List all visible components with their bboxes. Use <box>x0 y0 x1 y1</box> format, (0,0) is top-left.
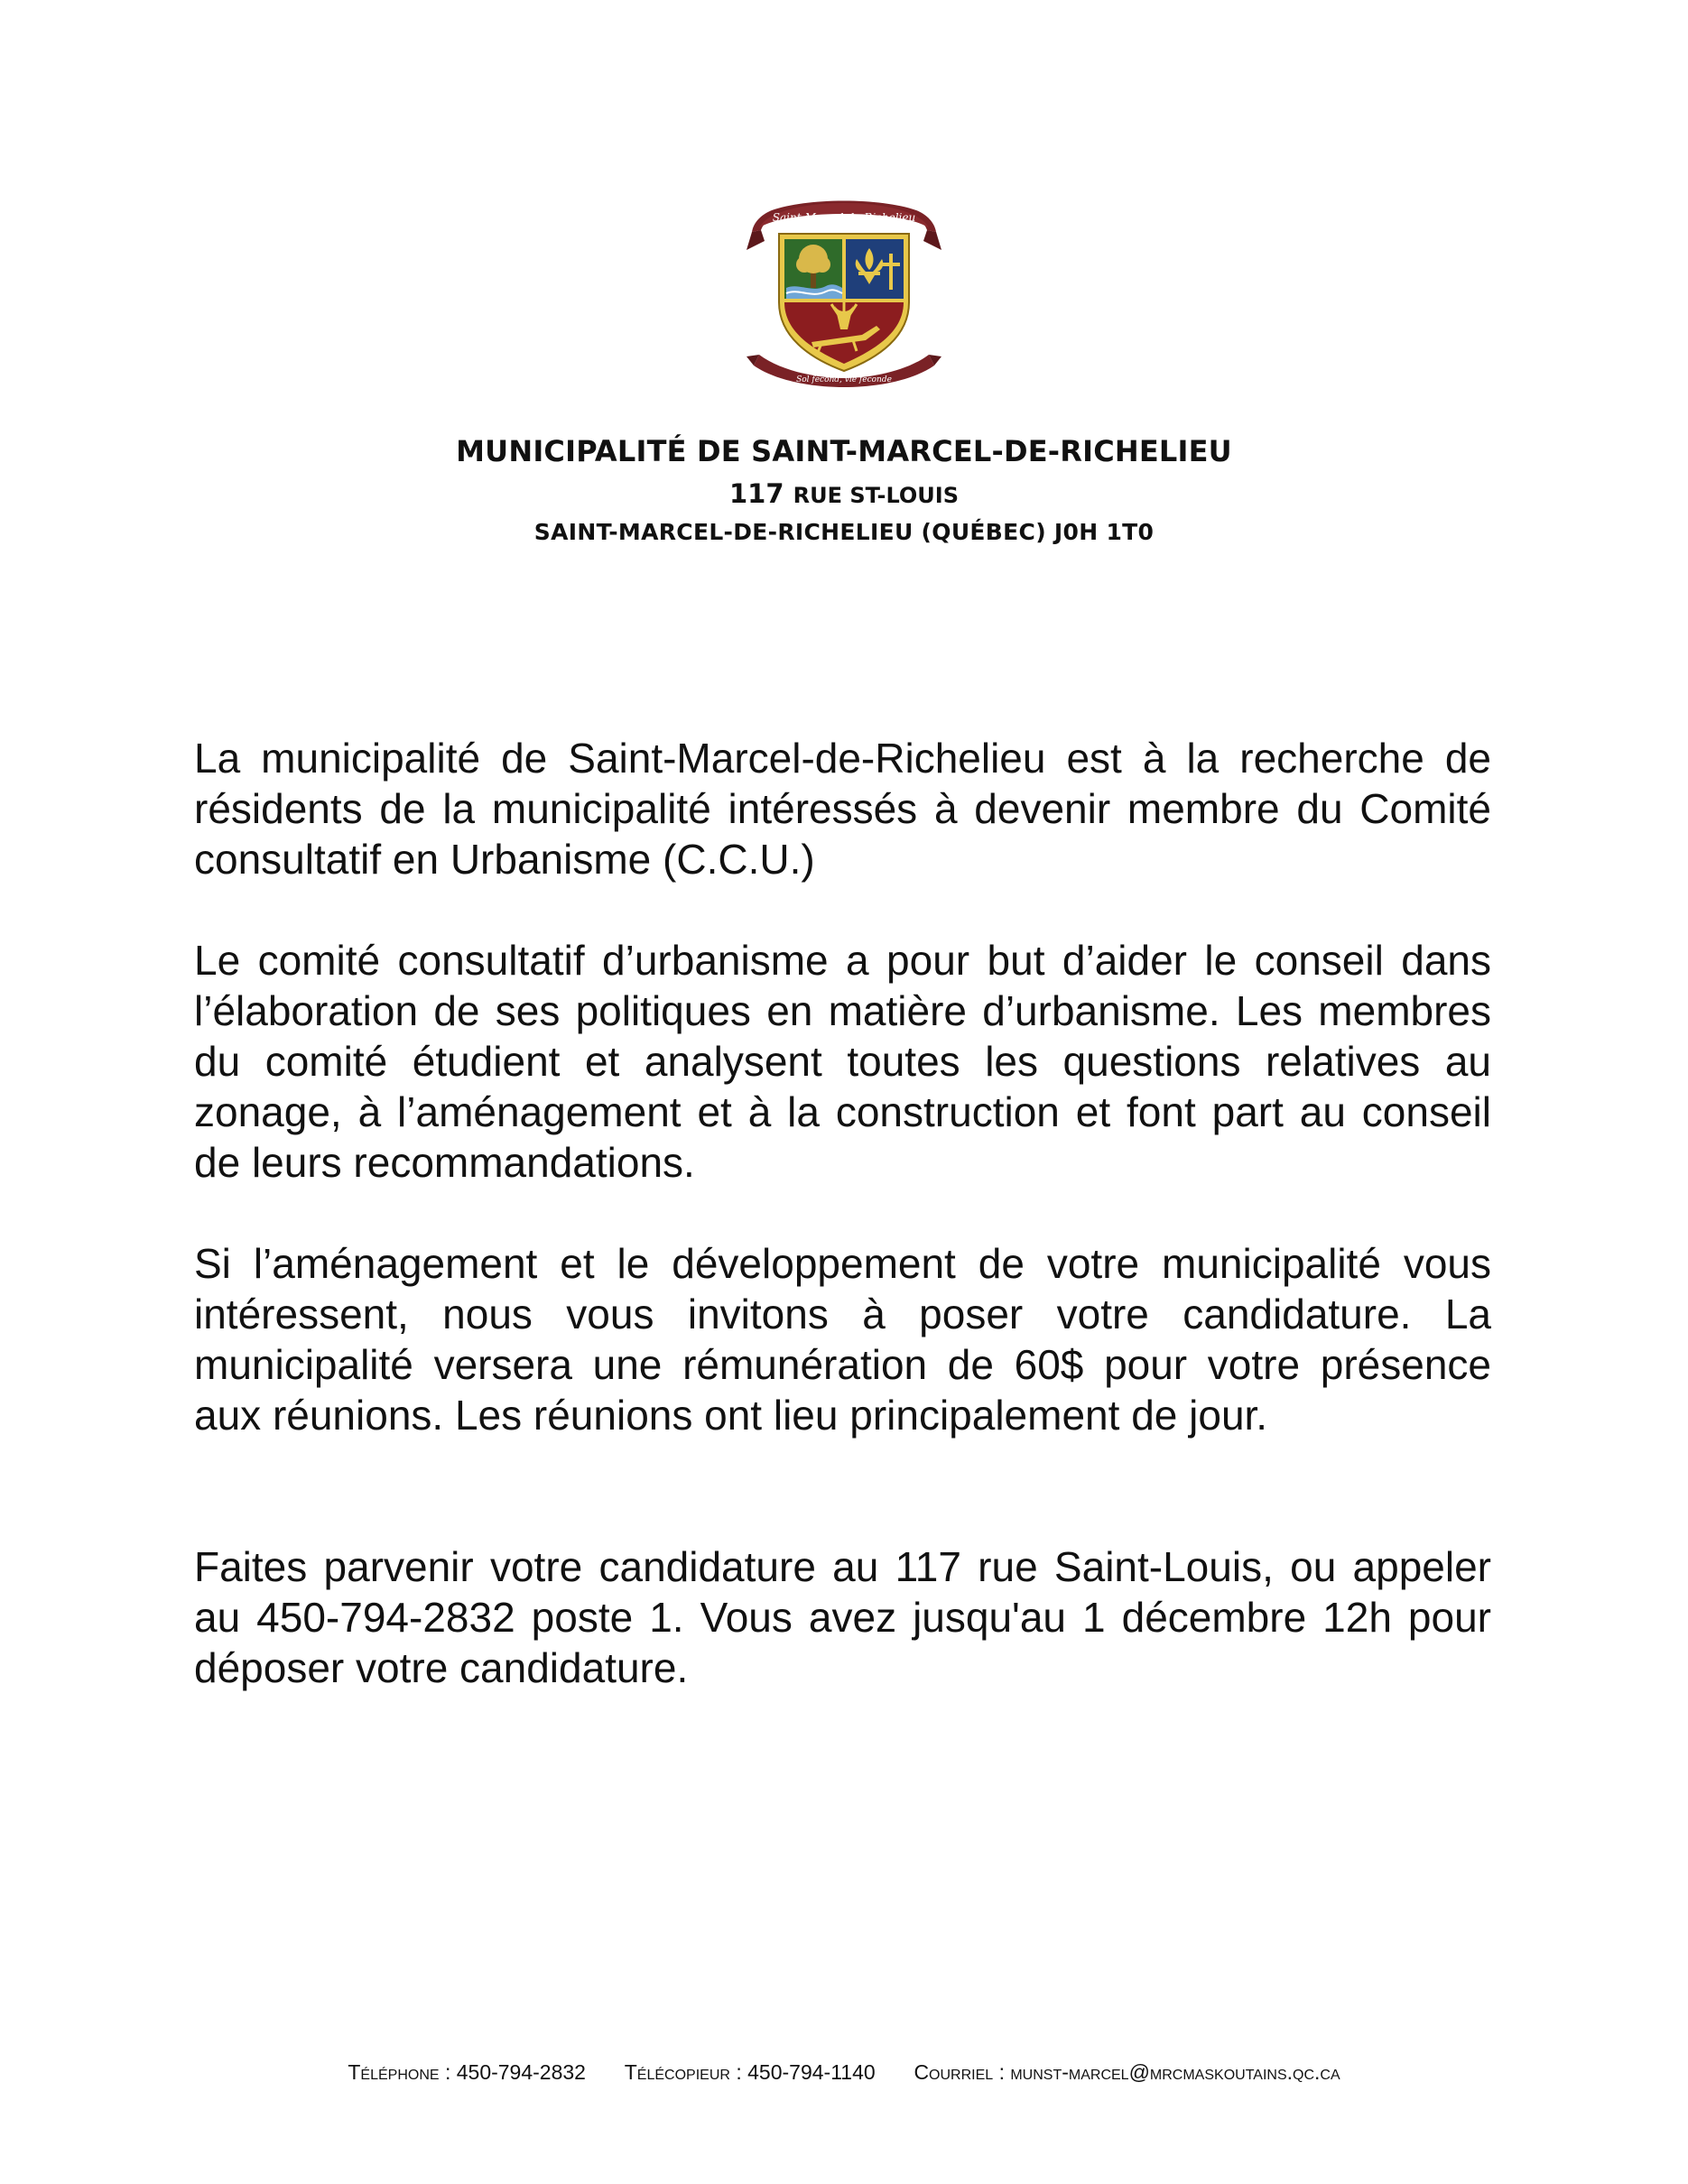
body-paragraph-invitation: Si l’aménagement et le développement de votre municipalité vous intéressent, nous vous invitons à poser votre candidature. La municipalité versera une rémunération de 60$ pour votre présence aux réunions. Les réunions ont lieu principalement de jour. <box>194 1240 1491 1439</box>
footer-contact-line <box>0 2060 1688 2085</box>
letterhead-street-number: 117 <box>728 478 784 509</box>
letterhead-municipality-name: MUNICIPALITÉ DE SAINT-MARCEL-DE-RICHELIEU <box>456 434 1232 468</box>
body-paragraph-intro: La municipalité de Saint-Marcel-de-Richelieu est à la recherche de résidents de la municipalité intéressés à devenir membre du Comité consultatif en Urbanisme (C.C.U.) <box>194 735 1491 883</box>
letterhead-street-address <box>0 478 1688 509</box>
footer-email-label: Courriel : <box>914 2060 1005 2084</box>
svg-text:Sol fécond, vie féconde: Sol fécond, vie féconde <box>796 375 892 384</box>
footer-fax: 450-794-1140 <box>747 2060 876 2084</box>
footer-phone: 450-794-2832 <box>456 2060 586 2084</box>
svg-text:Saint-Marcel-de-Richelieu: Saint-Marcel-de-Richelieu <box>772 211 916 224</box>
letterhead-city-postal: SAINT-MARCEL-DE-RICHELIEU (QUÉBEC) J0H 1T0 <box>533 519 1155 545</box>
body-paragraph-committee-role: Le comité consultatif d’urbanisme a pour but d’aider le conseil dans l’élaboration de ses politiques en matière d’urbanisme. Les membres du comité étudient et analysent toutes les questions relatives au zonage, à l’aménagement et à la construction et font part au conseil de leurs recommandations. <box>194 937 1491 1186</box>
coat-of-arms-logo <box>745 194 943 388</box>
body-paragraph-how-to-apply: Faites parvenir votre candidature au 117 rue Saint-Louis, ou appeler au 450-794-2832 poste 1. Vous avez jusqu'au 1 décembre 12h pour déposer votre candidature. <box>194 1543 1491 1691</box>
letterhead-street-name: RUE ST-LOUIS <box>793 483 959 508</box>
footer-fax-label: Télécopieur : <box>624 2060 742 2084</box>
footer-email: munst-marcel@mrcmaskoutains.qc.ca <box>1010 2060 1340 2084</box>
footer-phone-label: Téléphone : <box>348 2060 451 2084</box>
